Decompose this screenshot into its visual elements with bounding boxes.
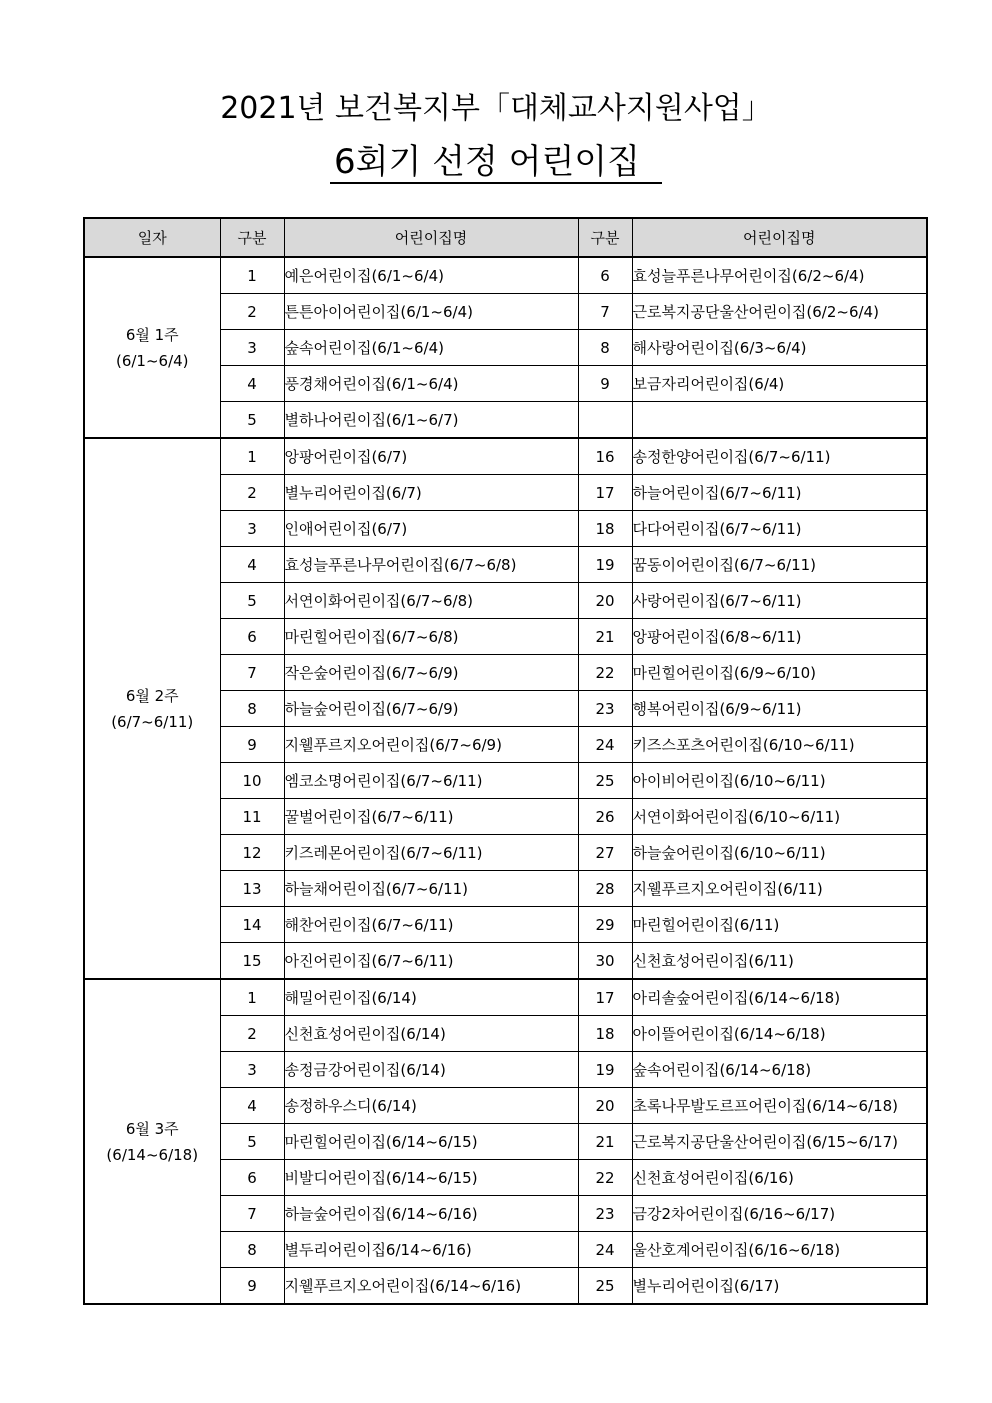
right-category-cell: 19 (578, 547, 632, 583)
right-daycare-name: 효성늘푸른나무어린이집(6/2~6/4) (632, 257, 927, 294)
page-subtitle (0, 140, 992, 184)
left-daycare-name: 별하나어린이집(6/1~6/7) (284, 402, 578, 439)
right-category-cell: 9 (578, 366, 632, 402)
left-daycare-name: 송정금강어린이집(6/14) (284, 1052, 578, 1088)
right-category-cell: 22 (578, 1160, 632, 1196)
right-daycare-name: 송정한양어린이집(6/7~6/11) (632, 438, 927, 475)
left-category-cell: 4 (220, 547, 284, 583)
left-daycare-name: 지웰푸르지오어린이집(6/7~6/9) (284, 727, 578, 763)
right-category-cell: 26 (578, 799, 632, 835)
right-daycare-name: 하늘어린이집(6/7~6/11) (632, 475, 927, 511)
week-period-cell (84, 438, 220, 979)
week-range: (6/7~6/11) (111, 712, 194, 731)
right-category-cell: 24 (578, 727, 632, 763)
left-category-cell: 3 (220, 1052, 284, 1088)
header-category-left: 구분 (220, 218, 284, 257)
left-category-cell: 4 (220, 366, 284, 402)
header-date: 일자 (84, 218, 220, 257)
left-daycare-name: 하늘채어린이집(6/7~6/11) (284, 871, 578, 907)
left-daycare-name: 서연이화어린이집(6/7~6/8) (284, 583, 578, 619)
selected-daycare-table (83, 217, 928, 1305)
left-daycare-name: 별누리어린이집(6/7) (284, 475, 578, 511)
right-category-cell: 25 (578, 1268, 632, 1305)
left-category-cell: 9 (220, 1268, 284, 1305)
week-period-cell (84, 257, 220, 438)
right-daycare-name (632, 402, 927, 439)
page-subtitle-text: 6회기 선정 어린이집 (330, 142, 662, 184)
right-daycare-name: 아리솔숲어린이집(6/14~6/18) (632, 979, 927, 1016)
right-daycare-name: 다다어린이집(6/7~6/11) (632, 511, 927, 547)
right-daycare-name: 꿈동이어린이집(6/7~6/11) (632, 547, 927, 583)
right-daycare-name: 지웰푸르지오어린이집(6/11) (632, 871, 927, 907)
left-daycare-name: 앙팡어린이집(6/7) (284, 438, 578, 475)
left-daycare-name: 튼튼아이어린이집(6/1~6/4) (284, 294, 578, 330)
right-daycare-name: 키즈스포츠어린이집(6/10~6/11) (632, 727, 927, 763)
right-category-cell: 24 (578, 1232, 632, 1268)
right-category-cell: 25 (578, 763, 632, 799)
right-daycare-name: 울산호계어린이집(6/16~6/18) (632, 1232, 927, 1268)
right-category-cell: 28 (578, 871, 632, 907)
left-daycare-name: 신천효성어린이집(6/14) (284, 1016, 578, 1052)
left-daycare-name: 효성늘푸른나무어린이집(6/7~6/8) (284, 547, 578, 583)
right-daycare-name: 하늘숲어린이집(6/10~6/11) (632, 835, 927, 871)
right-daycare-name: 금강2차어린이집(6/16~6/17) (632, 1196, 927, 1232)
left-daycare-name: 하늘숲어린이집(6/14~6/16) (284, 1196, 578, 1232)
header-category-right: 구분 (578, 218, 632, 257)
left-category-cell: 4 (220, 1088, 284, 1124)
right-category-cell: 23 (578, 1196, 632, 1232)
left-daycare-name: 인애어린이집(6/7) (284, 511, 578, 547)
week-range: (6/1~6/4) (115, 351, 189, 370)
right-category-cell: 6 (578, 257, 632, 294)
week-range: (6/14~6/18) (106, 1145, 199, 1164)
left-daycare-name: 풍경채어린이집(6/1~6/4) (284, 366, 578, 402)
left-daycare-name: 작은숲어린이집(6/7~6/9) (284, 655, 578, 691)
right-category-cell: 20 (578, 1088, 632, 1124)
right-daycare-name: 근로복지공단울산어린이집(6/2~6/4) (632, 294, 927, 330)
right-daycare-name: 행복어린이집(6/9~6/11) (632, 691, 927, 727)
left-category-cell: 5 (220, 583, 284, 619)
right-daycare-name: 보금자리어린이집(6/4) (632, 366, 927, 402)
right-daycare-name: 아이비어린이집(6/10~6/11) (632, 763, 927, 799)
right-category-cell: 7 (578, 294, 632, 330)
left-category-cell: 8 (220, 691, 284, 727)
left-category-cell: 2 (220, 294, 284, 330)
left-category-cell: 5 (220, 1124, 284, 1160)
left-daycare-name: 꿀벌어린이집(6/7~6/11) (284, 799, 578, 835)
right-category-cell: 19 (578, 1052, 632, 1088)
right-daycare-name: 마린힐어린이집(6/9~6/10) (632, 655, 927, 691)
left-category-cell: 5 (220, 402, 284, 439)
left-category-cell: 15 (220, 943, 284, 980)
right-daycare-name: 신천효성어린이집(6/16) (632, 1160, 927, 1196)
table-row (84, 979, 927, 1016)
header-name-right: 어린이집명 (632, 218, 927, 257)
left-category-cell: 2 (220, 1016, 284, 1052)
table-header-row (84, 218, 927, 257)
left-category-cell: 7 (220, 1196, 284, 1232)
right-category-cell: 18 (578, 511, 632, 547)
right-category-cell: 21 (578, 1124, 632, 1160)
table-body (84, 257, 927, 1304)
right-category-cell (578, 402, 632, 439)
left-category-cell: 3 (220, 330, 284, 366)
week-label: 6월 3주 (125, 1119, 179, 1138)
left-daycare-name: 지웰푸르지오어린이집(6/14~6/16) (284, 1268, 578, 1305)
left-daycare-name: 비발디어린이집(6/14~6/15) (284, 1160, 578, 1196)
right-category-cell: 8 (578, 330, 632, 366)
table-row (84, 438, 927, 475)
right-category-cell: 18 (578, 1016, 632, 1052)
left-daycare-name: 송정하우스디(6/14) (284, 1088, 578, 1124)
right-daycare-name: 신천효성어린이집(6/11) (632, 943, 927, 980)
right-daycare-name: 초록나무발도르프어린이집(6/14~6/18) (632, 1088, 927, 1124)
right-category-cell: 22 (578, 655, 632, 691)
left-daycare-name: 해찬어린이집(6/7~6/11) (284, 907, 578, 943)
left-category-cell: 9 (220, 727, 284, 763)
left-category-cell: 3 (220, 511, 284, 547)
left-category-cell: 11 (220, 799, 284, 835)
right-category-cell: 16 (578, 438, 632, 475)
right-daycare-name: 숲속어린이집(6/14~6/18) (632, 1052, 927, 1088)
left-daycare-name: 별두리어린이집6/14~6/16) (284, 1232, 578, 1268)
left-daycare-name: 아진어린이집(6/7~6/11) (284, 943, 578, 980)
left-category-cell: 10 (220, 763, 284, 799)
left-daycare-name: 해밀어린이집(6/14) (284, 979, 578, 1016)
right-category-cell: 23 (578, 691, 632, 727)
right-category-cell: 17 (578, 475, 632, 511)
week-label: 6월 1주 (125, 325, 179, 344)
right-daycare-name: 해사랑어린이집(6/3~6/4) (632, 330, 927, 366)
left-daycare-name: 키즈레몬어린이집(6/7~6/11) (284, 835, 578, 871)
right-daycare-name: 마린힐어린이집(6/11) (632, 907, 927, 943)
week-label: 6월 2주 (125, 686, 179, 705)
right-daycare-name: 별누리어린이집(6/17) (632, 1268, 927, 1305)
left-category-cell: 1 (220, 438, 284, 475)
left-category-cell: 2 (220, 475, 284, 511)
table-row (84, 257, 927, 294)
left-daycare-name: 엠코소명어린이집(6/7~6/11) (284, 763, 578, 799)
right-category-cell: 17 (578, 979, 632, 1016)
left-category-cell: 1 (220, 257, 284, 294)
right-category-cell: 20 (578, 583, 632, 619)
right-category-cell: 21 (578, 619, 632, 655)
right-category-cell: 29 (578, 907, 632, 943)
left-category-cell: 6 (220, 1160, 284, 1196)
right-daycare-name: 사랑어린이집(6/7~6/11) (632, 583, 927, 619)
left-daycare-name: 예은어린이집(6/1~6/4) (284, 257, 578, 294)
right-daycare-name: 아이뜰어린이집(6/14~6/18) (632, 1016, 927, 1052)
left-category-cell: 12 (220, 835, 284, 871)
right-daycare-name: 근로복지공단울산어린이집(6/15~6/17) (632, 1124, 927, 1160)
week-period-cell (84, 979, 220, 1304)
left-category-cell: 14 (220, 907, 284, 943)
right-category-cell: 27 (578, 835, 632, 871)
left-category-cell: 1 (220, 979, 284, 1016)
right-daycare-name: 앙팡어린이집(6/8~6/11) (632, 619, 927, 655)
header-name-left: 어린이집명 (284, 218, 578, 257)
left-category-cell: 6 (220, 619, 284, 655)
left-daycare-name: 숲속어린이집(6/1~6/4) (284, 330, 578, 366)
page-title: 2021년 보건복지부「대체교사지원사업」 (220, 91, 772, 126)
left-daycare-name: 하늘숲어린이집(6/7~6/9) (284, 691, 578, 727)
right-daycare-name: 서연이화어린이집(6/10~6/11) (632, 799, 927, 835)
left-category-cell: 8 (220, 1232, 284, 1268)
left-daycare-name: 마린힐어린이집(6/7~6/8) (284, 619, 578, 655)
right-category-cell: 30 (578, 943, 632, 980)
left-category-cell: 13 (220, 871, 284, 907)
left-category-cell: 7 (220, 655, 284, 691)
left-daycare-name: 마린힐어린이집(6/14~6/15) (284, 1124, 578, 1160)
